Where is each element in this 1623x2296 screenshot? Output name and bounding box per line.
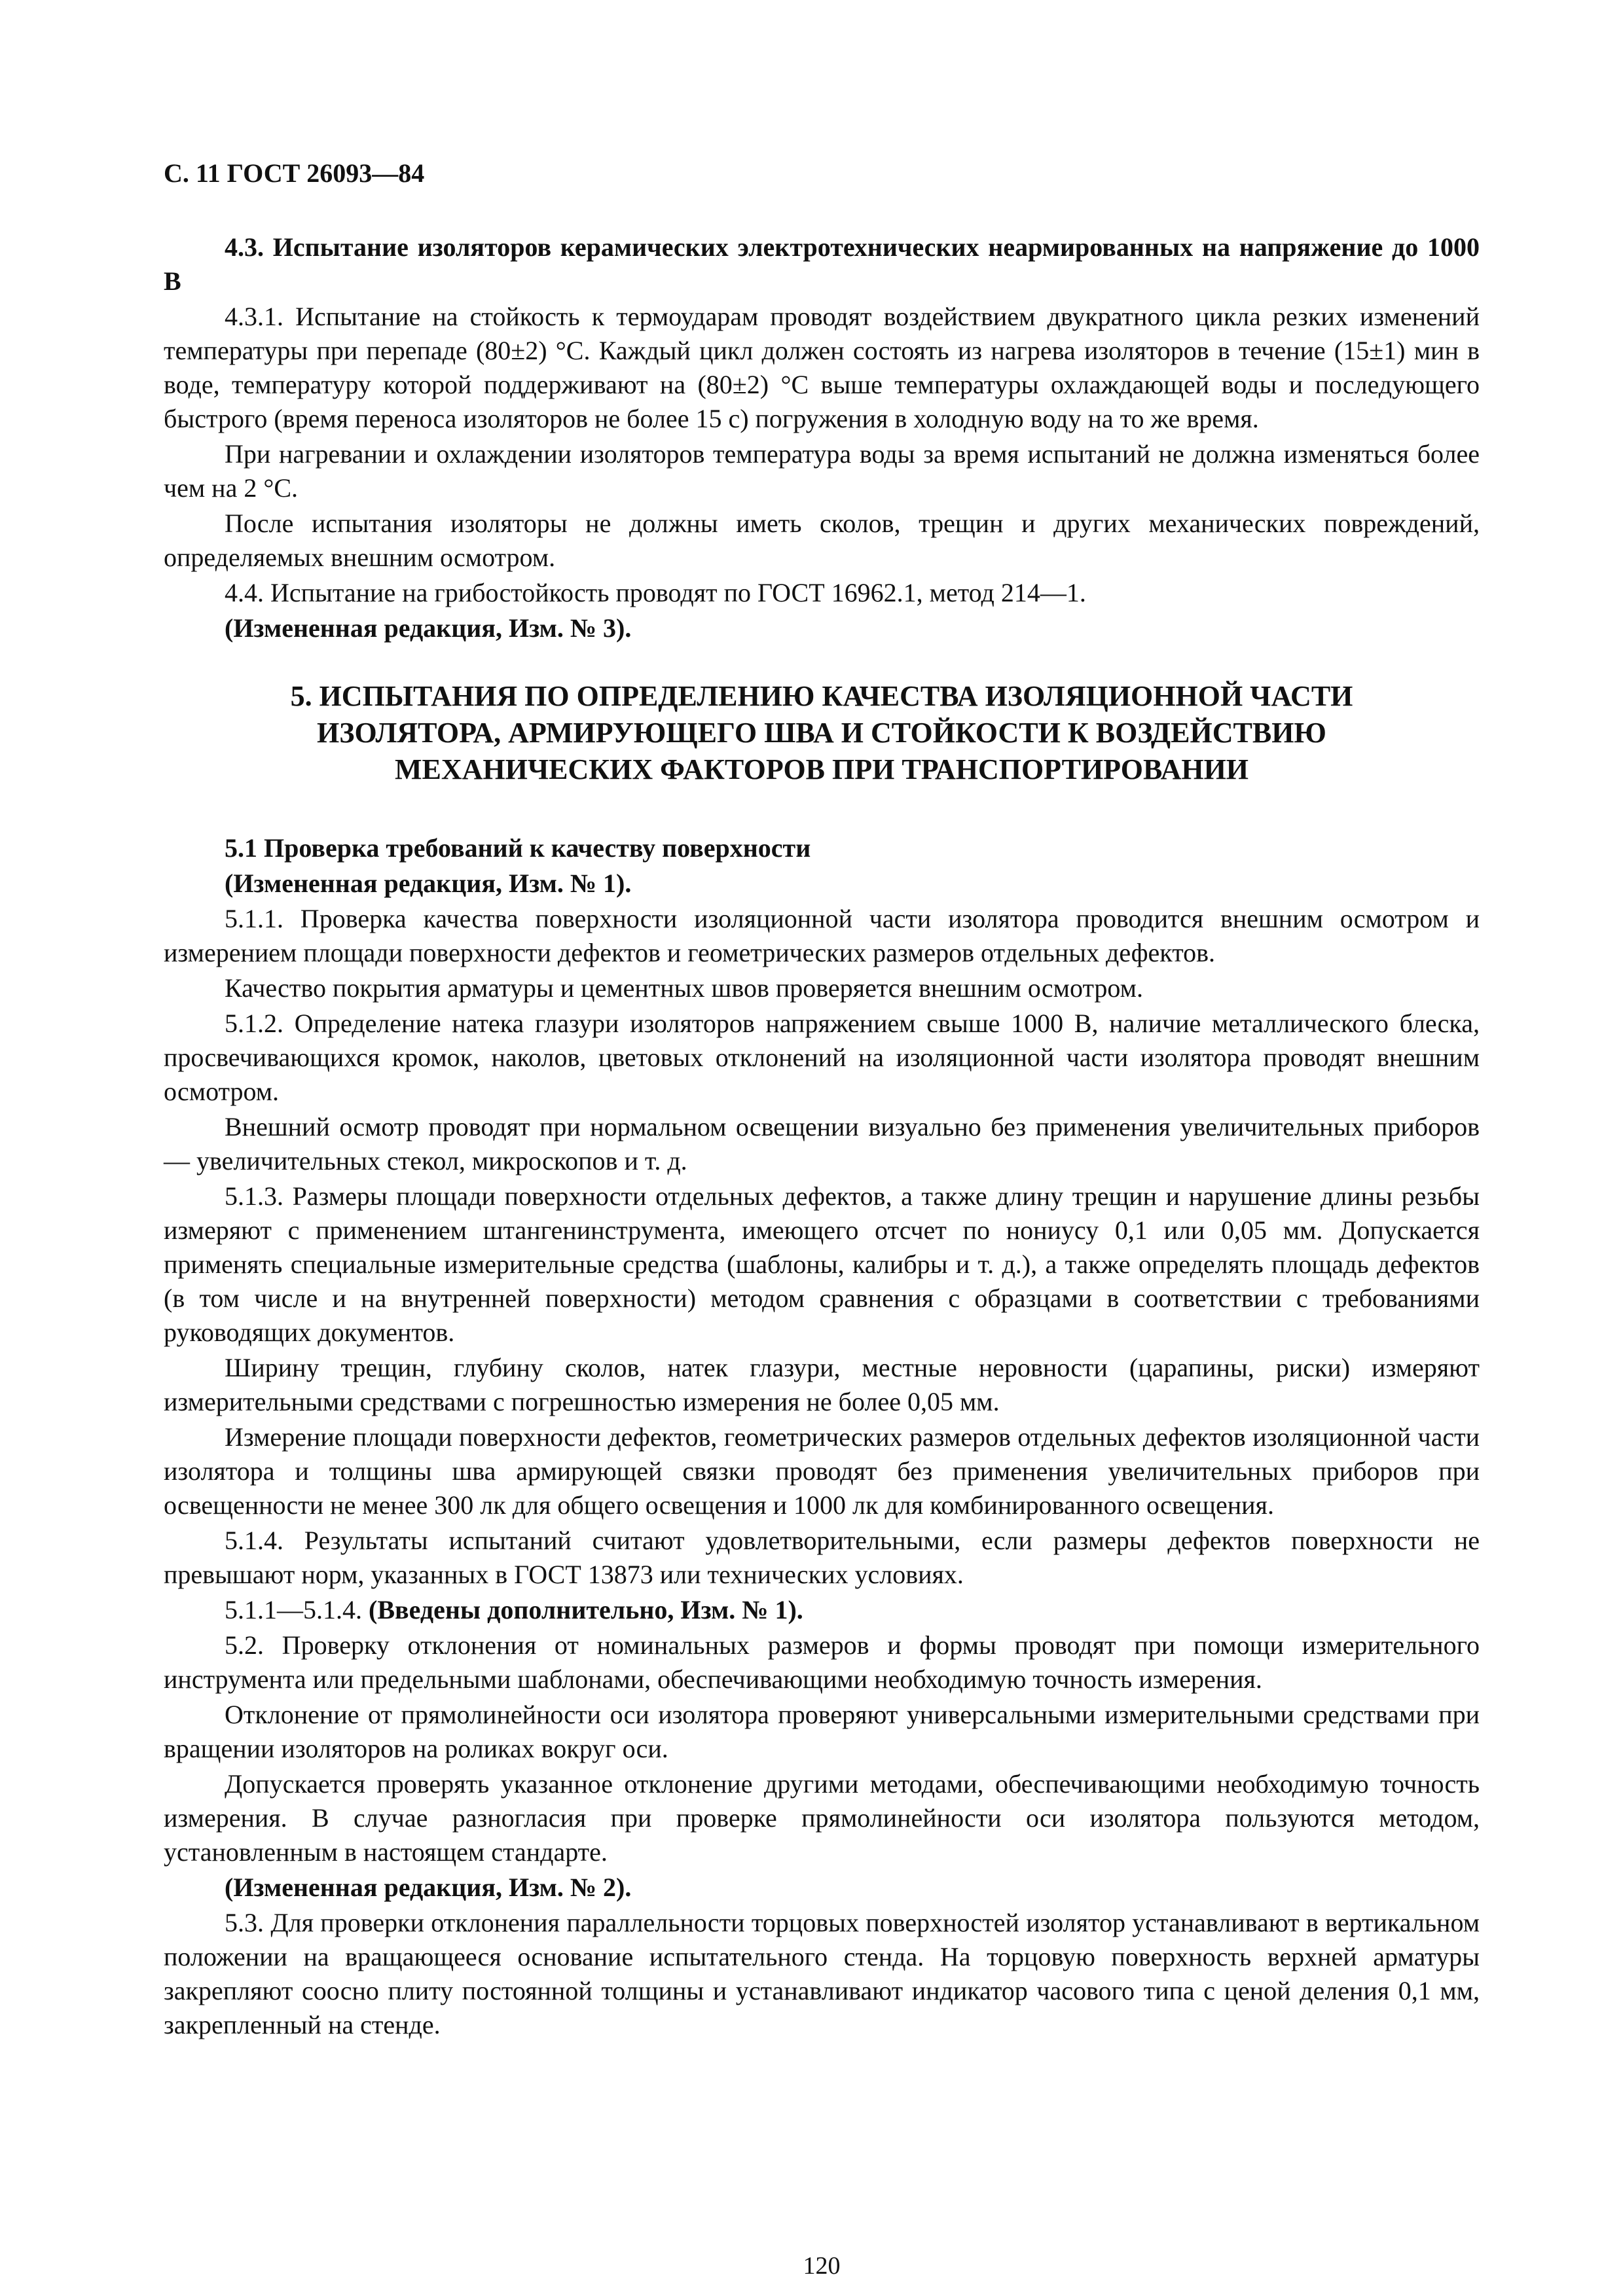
clause-5-1-3-paragraph-3: Измерение площади поверхности дефектов, геометрических размеров отдельных дефектов изоляционной части изолятора и толщины шва армирующей связки проводят без применения увеличительных приборов при освещенности не менее 300 лк для общего освещения и 1000 лк для комбинированного освещения. [164, 1422, 1480, 1520]
clause-5-1-1-paragraph-2: Качество покрытия арматуры и цементных швов проверяется внешним осмотром. [225, 973, 1143, 1003]
clause-5-1-2: 5.1.2. Определение натека глазури изоляторов напряжением свыше 1000 В, наличие металлического блеска, просвечивающихся кромок, наколов, цветовых отклонений на изоляционной части изолятора проводят внешним осмотром. [164, 1009, 1480, 1106]
clause-4-3-paragraph-3: После испытания изоляторы не должны иметь сколов, трещин и других механических повреждений, определяемых внешним осмотром. [164, 509, 1480, 572]
clause-5-1-3: 5.1.3. Размеры площади поверхности отдельных дефектов, а также длину трещин и нарушение длины резьбы измеряют с применением штангенинструмента, имеющего отсчет по нониусу 0,1 или 0,05 мм. Допускается применять специальные измерительные средства (шаблоны, калибры и т. д.), а также определять площадь дефектов (в том числе и на внутренней поверхности) методом сравнения с образцами в соответствии с требованиями руководящих документов. [164, 1181, 1480, 1347]
clause-4-4-edition-note: (Измененная редакция, Изм. № 3). [225, 613, 632, 643]
document-page [164, 157, 1480, 2280]
clause-4-3-1: 4.3.1. Испытание на стойкость к термоударам проводят воздействием двукратного цикла резких изменений температуры при перепаде (80±2) °С. Каждый цикл должен состоять из нагрева изоляторов в течение (15±1) мин в воде, температуру которой поддерживают на (80±2) °С выше температуры охлаждающей воды и последующего быстрого (время переноса изоляторов не более 15 с) погружения в холодную воду на то же время. [164, 302, 1480, 433]
clause-5-2-paragraph-2: Отклонение от прямолинейности оси изолятора проверяют универсальными измерительными средствами при вращении изоляторов на роликах вокруг оси. [164, 1700, 1480, 1763]
clause-4-3-paragraph-2: При нагревании и охлаждении изоляторов температура воды за время испытаний не должна изменяться более чем на 2 °С. [164, 439, 1480, 503]
page-header: С. 11 ГОСТ 26093—84 [164, 158, 425, 188]
section-5-title: 5. ИСПЫТАНИЯ ПО ОПРЕДЕЛЕНИЮ КАЧЕСТВА ИЗОЛЯЦИОННОЙ ЧАСТИ ИЗОЛЯТОРА, АРМИРУЮЩЕГО ШВА И СТОЙКОСТИ К ВОЗДЕЙСТВИЮ МЕХАНИЧЕСКИХ ФАКТОРОВ ПРИ ТРАНСПОРТИРОВАНИИ [290, 680, 1353, 785]
clause-5-1-3-paragraph-2: Ширину трещин, глубину сколов, натек глазури, местные неровности (царапины, риски) измеряют измерительными средствами с погрешностью измерения не более 0,05 мм. [164, 1353, 1480, 1416]
clause-5-1-title: 5.1 Проверка требований к качеству поверхности [225, 833, 811, 863]
clause-5-2: 5.2. Проверку отклонения от номинальных размеров и формы проводят при помощи измерительного инструмента или предельными шаблонами, обеспечивающими необходимую точность измерения. [164, 1630, 1480, 1694]
clause-5-1-2-paragraph-2: Внешний осмотр проводят при нормальном освещении визуально без применения увеличительных приборов — увеличительных стекол, микроскопов и т. д. [164, 1112, 1480, 1175]
page-number: 120 [803, 2252, 841, 2280]
clause-5-2-edition-note: (Измененная редакция, Изм. № 2). [225, 1873, 632, 1902]
clause-5-1-4: 5.1.4. Результаты испытаний считают удовлетворительными, если размеры дефектов поверхности не превышают норм, указанных в ГОСТ 13873 или технических условиях. [164, 1526, 1480, 1589]
clause-5-3: 5.3. Для проверки отклонения параллельности торцовых поверхностей изолятор устанавливают в вертикальном положении на вращающееся основание испытательного стенда. На торцовую поверхность верхней арматуры закрепляют соосно плиту постоянной толщины и устанавливают индикатор часового типа с ценой деления 0,1 мм, закрепленный на стенде. [164, 1908, 1480, 2039]
amendment-range: 5.1.1—5.1.4. [225, 1595, 369, 1624]
clause-5-1-amendment-note [164, 1593, 1480, 1627]
clause-5-1-edition-note: (Измененная редакция, Изм. № 1). [225, 869, 632, 898]
clause-4-3-title: 4.3. Испытание изоляторов керамических электротехнических неармированных на напряжение до 1000 В [164, 232, 1480, 296]
clause-5-2-paragraph-3: Допускается проверять указанное отклонение другими методами, обеспечивающими необходимую точность измерения. В случае разногласия при проверке прямолинейности оси изолятора пользуются методом, установленным в настоящем стандарте. [164, 1769, 1480, 1867]
clause-5-1-1: 5.1.1. Проверка качества поверхности изоляционной части изолятора проводится внешним осмотром и измерением площади поверхности дефектов и геометрических размеров отдельных дефектов. [164, 904, 1480, 967]
amendment-text: (Введены дополнительно, Изм. № 1). [369, 1595, 803, 1624]
clause-4-4: 4.4. Испытание на грибостойкость проводят по ГОСТ 16962.1, метод 214—1. [225, 578, 1086, 607]
